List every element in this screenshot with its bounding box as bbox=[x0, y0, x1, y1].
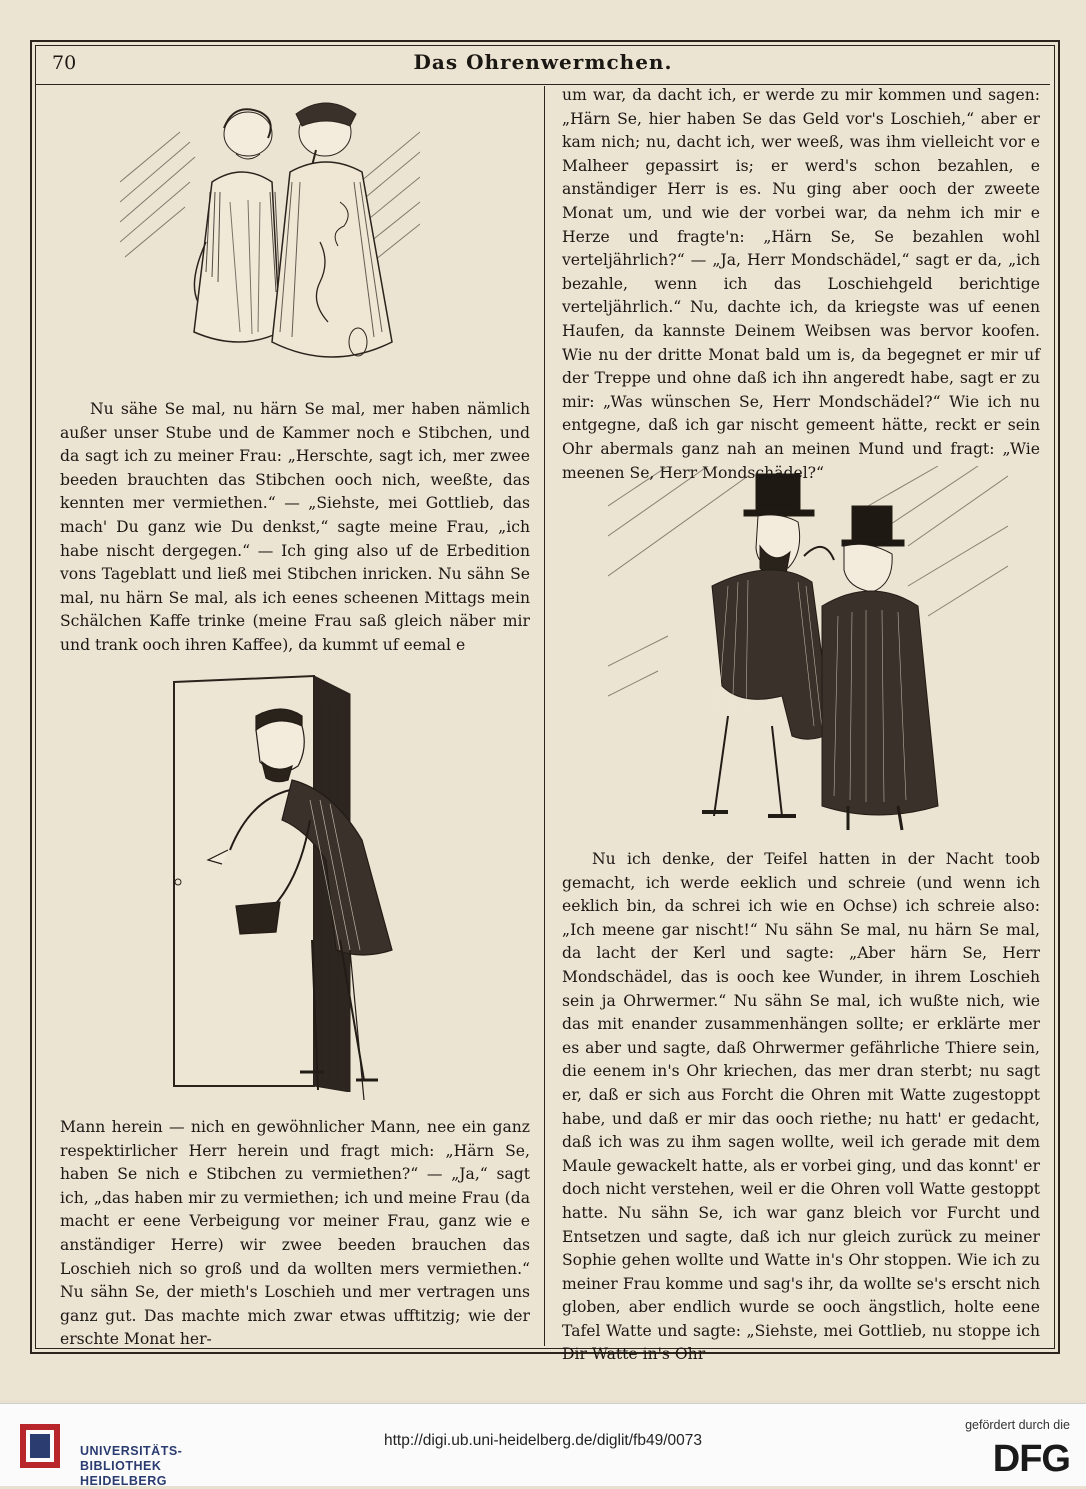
permalink[interactable]: http://digi.ub.uni-heidelberg.de/diglit/fb49/0073 bbox=[384, 1432, 702, 1449]
visitor-figure bbox=[200, 700, 420, 1100]
funded-by-label: gefördert durch die bbox=[965, 1418, 1070, 1432]
left-paragraph-1: Nu sähe Se mal, nu härn Se mal, mer haben nämlich außer unser Stube und de Kammer noch e Stibchen, und da sagt ich zu meiner Frau: „Herschte, sagt ich, mer zwee beeden brauchten das Stibchen ooch nich, weeßte, das kennten mer vermiethen.“ — „Siehste, mei Gottlieb, das mach' Du ganz wie Du denkst,“ sagte meine Frau, „ich habe nischt dergegen.“ — Ich ging also uf de Erbedition vons Tageblatt und ließ mei Stibchen inricken. Nu sähn Se mal, nu härn Se mal, als ich eenes scheenen Mittags mein Schälchen Kaffe trinke (meine Frau saß gleich näber mir und trank ooch ihren Kaffee), da kummt uf eemal e bbox=[60, 400, 530, 654]
illustration-couple bbox=[120, 92, 420, 384]
two-men-engraving bbox=[608, 466, 1008, 838]
library-line-1: UNIVERSITÄTS- bbox=[80, 1444, 183, 1458]
couple-engraving bbox=[120, 92, 420, 384]
right-paragraph-2: Nu ich denke, der Teifel hatten in der Nacht toob gemacht, ich werde eeklich und schreie (und wenn ich eeklich bin, da schrei ich wie en Ochse) ich schreie also: „Ich meene gar nischt!“ Nu sähn Se mal, nu härn Se mal, da lacht der Kerl und sagte: „Aber härn Se, Herr Mondschädel, das is ooch kee Wunder, in ihrem Loschieh sein ja Ohrwermer.“ Nu sähn Se mal, ich wußte nich, wie das mit enander zusammenhängen sollte; er erklärte mer es aber und sagte, daß Ohrwermer gefährliche Thiere sein, die eenem in's Ohr kriechen, das mer dran sterbt; nu sagt er, daß er sich aus Forcht die Ohren mit Watte zugestoppt habe, und daß er mir das ooch riethe; nu hatt' er gedacht, daß ich was zu ihm sagen wollte, weil ich gerade mit dem Maule gewackelt hatte, als er vorbei ging, und das konnt' er doch nicht verstehen, weil er die Ohren voll Watte gestoppt hatte. Nu sähn Se, ich war ganz bleich vor Furcht und Entsetzen und sagte, daß ich nur gleich zurück zu meiner Sophie gehen wollte und Watte in's Ohr stoppen. Wie ich zu meiner Frau komme und sag's ihr, da wollte se's erscht nich globen, aber endlich wurde se ooch ängstlich, holte eene Tafel Watte und sagte: „Siehste, mei Gottlieb, nu stoppe ich Dir Watte in's Ohr bbox=[562, 850, 1040, 1364]
left-paragraph-2: Mann herein — nich en gewöhnlicher Mann, nee ein ganz respektirlicher Herr herein und fragt mich: „Härn Se, haben Se nich e Stibchen zu vermiethen?“ — „Ja,“ sagt ich, „das haben mir zu vermiethen; ich und meine Frau (da macht er eene Verbeigung vor meiner Frau, ganz wie e anständiger Herre) wir zwee beeden brauchen das Loschieh nich so groß und da wollten mers vermiethen.“ Nu sähn Se, der mieth's Loschieh und mer vertragen uns ganz gut. Das machte mich zwar etwas ufftitzig; wie der erschte Monat her- bbox=[60, 1118, 530, 1349]
column-divider bbox=[544, 86, 545, 1346]
library-line-2: BIBLIOTHEK bbox=[80, 1459, 162, 1473]
page-number: 70 bbox=[52, 52, 77, 74]
page-title: Das Ohrenwermchen. bbox=[413, 50, 673, 74]
illustration-visitor-figure bbox=[200, 700, 420, 1100]
library-line-3: HEIDELBERG bbox=[80, 1474, 167, 1488]
right-paragraph-1: um war, da dacht ich, er werde zu mir kommen und sagen: „Härn Se, hier haben Se das Geld vor's Loschieh,“ aber er kam nich; nu, dacht ich, wer weeß, was ihm vielleicht vor e Malheer gepassirt is; er werd's schon bezahlen, e anständiger Herr is es. Nu ging aber ooch der zweete Monat um, und wie der vorbei war, da nehm ich mir e Herze und fragte'n: „Härn Se, Se bezahlen wohl verteljährlich?“ — „Ja, Herr Mondschädel,“ sagt er da, „ich bezahle, wenn ich das Loschiehgeld berichtige verteljährlich.“ Nu, dachte ich, da kriegste was uf eenen Haufen, da kannste Deinem Weibsen was bervor koofen. Wie nu der dritte Monat bald um is, da begegnet er mir uf der Treppe und ohne daß ich ihn angeredt habe, sagt er zu mir: „Was wünschen Se, Herr Mondschädel?“ Wie ich nu entgegne, daß ich gar nischt gemeent hätte, reckt er sein Ohr abermals ganz nah an meinen Mund und fragt: „Wie meenen Se, Herr Mondschädel?“ bbox=[562, 86, 1040, 482]
footer-bar bbox=[0, 1403, 1086, 1486]
library-name bbox=[80, 1444, 182, 1489]
dfg-logo[interactable]: DFG bbox=[992, 1438, 1070, 1480]
illustration-two-men bbox=[608, 466, 1008, 838]
